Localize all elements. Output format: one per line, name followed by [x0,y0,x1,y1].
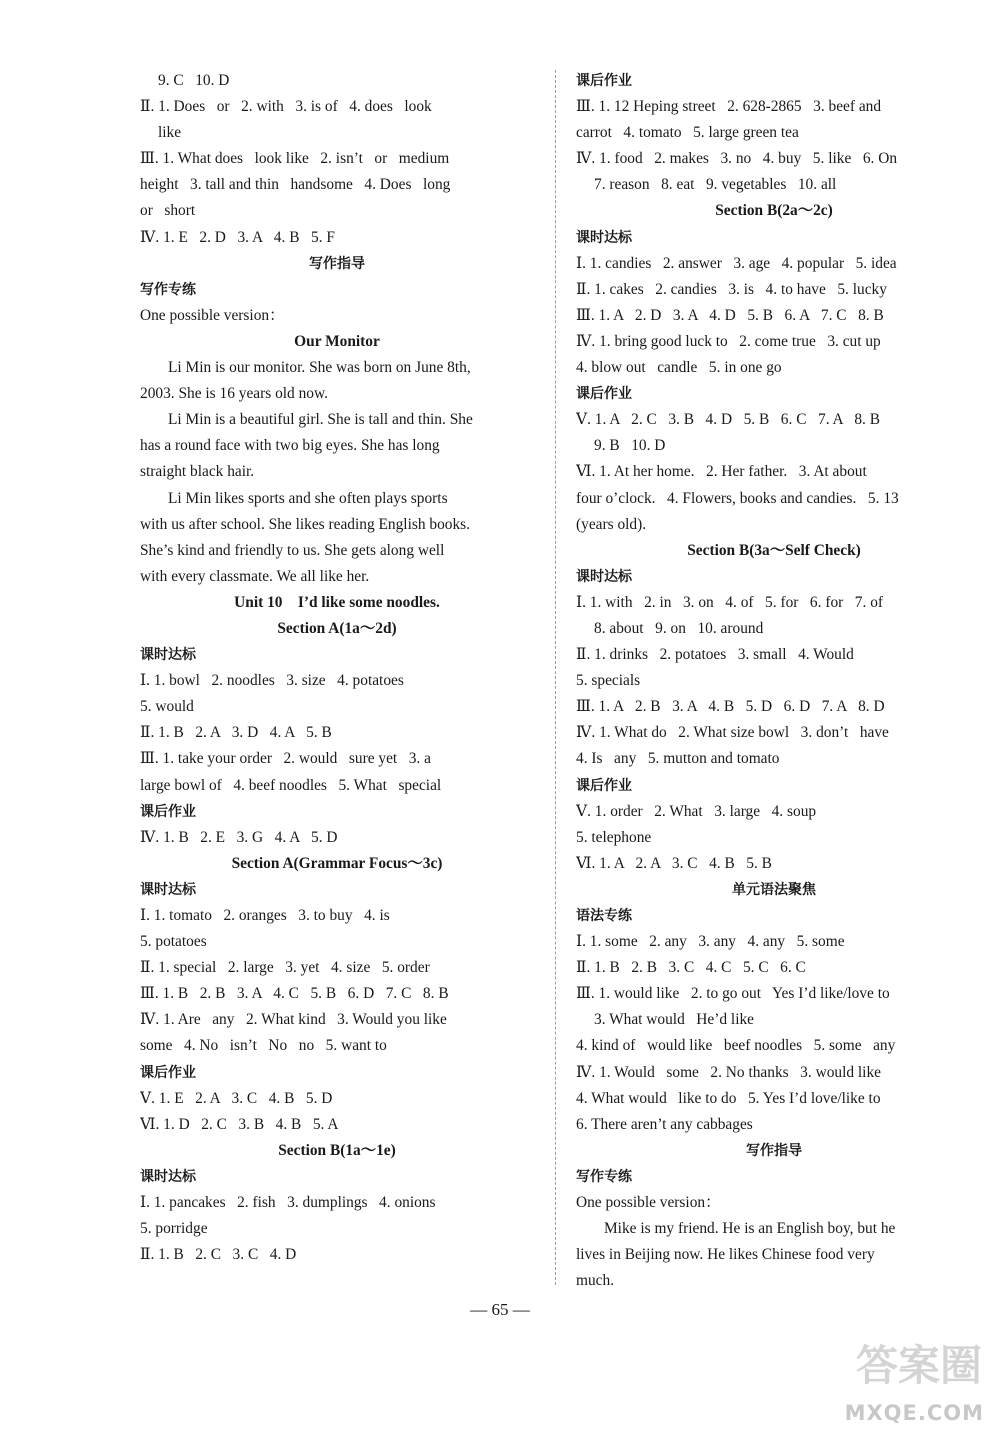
text-line: Ⅰ. 1. bowl 2. noodles 3. size 4. potatoes [140,672,404,690]
text-line: 7. reason 8. eat 9. vegetables 10. all [594,176,837,194]
watermark-site: MXQE.COM [844,1401,984,1425]
section-title: Section A(1a～2d) [277,619,397,637]
text-line: Ⅲ. 1. A 2. D 3. A 4. D 5. B 6. A 7. C 8. B [576,306,884,324]
text-line: 4. What would like to do 5. Yes I’d love/like to [576,1089,881,1107]
section-label: 课后作业 [576,386,632,403]
text-line: Ⅱ. 1. special 2. large 3. yet 4. size 5. order [140,959,430,977]
text-line: She’s kind and friendly to us. She gets along well [140,541,445,559]
section-label: 语法专练 [576,908,632,924]
text-line: Ⅱ. 1. Does or 2. with 3. is of 4. does look [140,98,432,116]
text-line: Ⅰ. 1. with 2. in 3. on 4. of 5. for 6. for 7. of [576,593,884,611]
section-label: 课后作业 [576,777,632,794]
text-line: Ⅴ. 1. order 2. What 3. large 4. soup [576,802,817,820]
text-line: Ⅳ. 1. B 2. E 3. G 4. A 5. D [140,828,338,846]
text-line: One possible version： [576,1194,721,1212]
section-title: Section B(2a～2c) [715,202,833,220]
text-line: Li Min is a beautiful girl. She is tall and thin. She [168,411,473,429]
text-line: Ⅱ. 1. B 2. C 3. C 4. D [140,1246,297,1264]
text-line: with us after school. She likes reading English books. [140,515,470,533]
section-label: 课时达标 [576,229,632,246]
text-line: Ⅳ. 1. What do 2. What size bowl 3. don’t have [576,724,889,742]
text-line: with every classmate. We all like her. [140,567,370,585]
section-label: 课时达标 [140,881,196,898]
section-label: 课后作业 [140,803,196,820]
text-line: Ⅲ. 1. would like 2. to go out Yes I’d like/love to [576,985,890,1003]
text-line: or short [140,202,196,220]
column-divider [555,70,556,1285]
text-line: height 3. tall and thin handsome 4. Does long [140,176,451,194]
watermark [788,1329,988,1429]
right-column [576,68,972,1294]
text-line: Ⅴ. 1. E 2. A 3. C 4. B 5. D [140,1089,333,1107]
section-title: Section B(1a～1e) [278,1141,396,1159]
text-line: 5. potatoes [140,933,207,951]
text-line: 5. would [140,698,194,716]
text-line: Ⅲ. 1. A 2. B 3. A 4. B 5. D 6. D 7. A 8. D [576,698,885,716]
text-line: 9. B 10. D [594,437,666,455]
text-line: 9. C 10. D [158,72,230,89]
text-line: much. [576,1272,615,1290]
text-line: Ⅲ. 1. take your order 2. would sure yet 3. a [140,750,431,768]
text-line: Ⅳ. 1. Would some 2. No thanks 3. would like [576,1063,881,1081]
text-line: has a round face with two big eyes. She has long [140,437,440,455]
text-line: Ⅳ. 1. E 2. D 3. A 4. B 5. F [140,228,335,246]
text-line: 4. kind of would like beef noodles 5. some any [576,1037,896,1055]
text-line: 5. telephone [576,828,652,846]
section-label: 单元语法聚焦 [732,881,816,898]
text-line: Ⅲ. 1. What does look like 2. isn’t or medium [140,150,450,168]
text-line: (years old). [576,515,647,533]
text-line: straight black hair. [140,463,255,481]
text-line: Ⅲ. 1. 12 Heping street 2. 628-2865 3. beef and [576,98,882,116]
text-line: Ⅰ. 1. some 2. any 3. any 4. any 5. some [576,933,845,951]
text-line: Ⅱ. 1. drinks 2. potatoes 3. small 4. Would [576,646,854,664]
text-line: 2003. She is 16 years old now. [140,385,328,403]
text-line: some 4. No isn’t No no 5. want to [140,1037,387,1055]
watermark-logo: 答案圈 [855,1341,982,1390]
section-label: 写作指导 [309,255,365,272]
text-line: Ⅱ. 1. B 2. A 3. D 4. A 5. B [140,724,332,742]
text-line: Ⅲ. 1. B 2. B 3. A 4. C 5. B 6. D 7. C 8. B [140,985,449,1003]
text-line: Ⅴ. 1. A 2. C 3. B 4. D 5. B 6. C 7. A 8. B [576,411,881,429]
section-label: 课后作业 [576,73,632,89]
text-line: Ⅳ. 1. bring good luck to 2. come true 3. cut up [576,332,881,350]
text-line: Ⅱ. 1. B 2. B 3. C 4. C 5. C 6. C [576,959,806,977]
text-line: Ⅰ. 1. candies 2. answer 3. age 4. popular 5. idea [576,254,897,272]
text-line: Ⅵ. 1. A 2. A 3. C 4. B 5. B [576,854,772,872]
text-line: Ⅵ. 1. D 2. C 3. B 4. B 5. A [140,1115,339,1133]
text-line: large bowl of 4. beef noodles 5. What special [140,776,442,794]
left-column [140,68,534,1268]
section-title: Unit 10 I’d like some noodles. [234,593,440,611]
text-line: Mike is my friend. He is an English boy, but he [604,1220,896,1238]
section-title: Section A(Grammar Focus～3c) [231,854,443,872]
section-label: 写作专练 [576,1168,632,1185]
text-line: 3. What would He’d like [594,1011,755,1029]
section-label: 写作专练 [140,281,196,298]
text-line: Ⅰ. 1. tomato 2. oranges 3. to buy 4. is [140,907,390,924]
text-line: 5. porridge [140,1220,208,1238]
text-line: 5. specials [576,672,641,690]
section-label: 课时达标 [140,647,196,664]
text-line: Ⅳ. 1. food 2. makes 3. no 4. buy 5. like 6. On [576,150,898,168]
section-title: Our Monitor [294,332,380,350]
text-line: Li Min likes sports and she often plays sports [168,489,448,507]
text-line: carrot 4. tomato 5. large green tea [576,124,799,142]
text-line: 6. There aren’t any cabbages [576,1115,753,1133]
text-line: 4. blow out candle 5. in one go [576,359,782,377]
text-line: like [158,124,182,142]
text-line: lives in Beijing now. He likes Chinese food very [576,1246,875,1264]
text-line: Ⅳ. 1. Are any 2. What kind 3. Would you like [140,1011,447,1029]
page-number: — 65 — [470,1300,530,1319]
text-line: Ⅱ. 1. cakes 2. candies 3. is 4. to have 5. lucky [576,280,887,298]
section-label: 写作指导 [746,1142,802,1159]
section-label: 课时达标 [140,1168,196,1185]
text-line: Ⅰ. 1. pancakes 2. fish 3. dumplings 4. onions [140,1194,436,1212]
section-label: 课后作业 [140,1064,196,1081]
text-line: four o’clock. 4. Flowers, books and candies. 5. 13 [576,489,899,507]
text-line: 8. about 9. on 10. around [594,619,764,637]
section-title: Section B(3a～Self Check) [687,541,861,559]
text-line: 4. Is any 5. mutton and tomato [576,750,780,768]
section-label: 课时达标 [576,568,632,585]
text-line: Ⅵ. 1. At her home. 2. Her father. 3. At about [576,463,867,481]
text-line: One possible version： [140,306,285,324]
text-line: Li Min is our monitor. She was born on June 8th, [168,359,471,377]
